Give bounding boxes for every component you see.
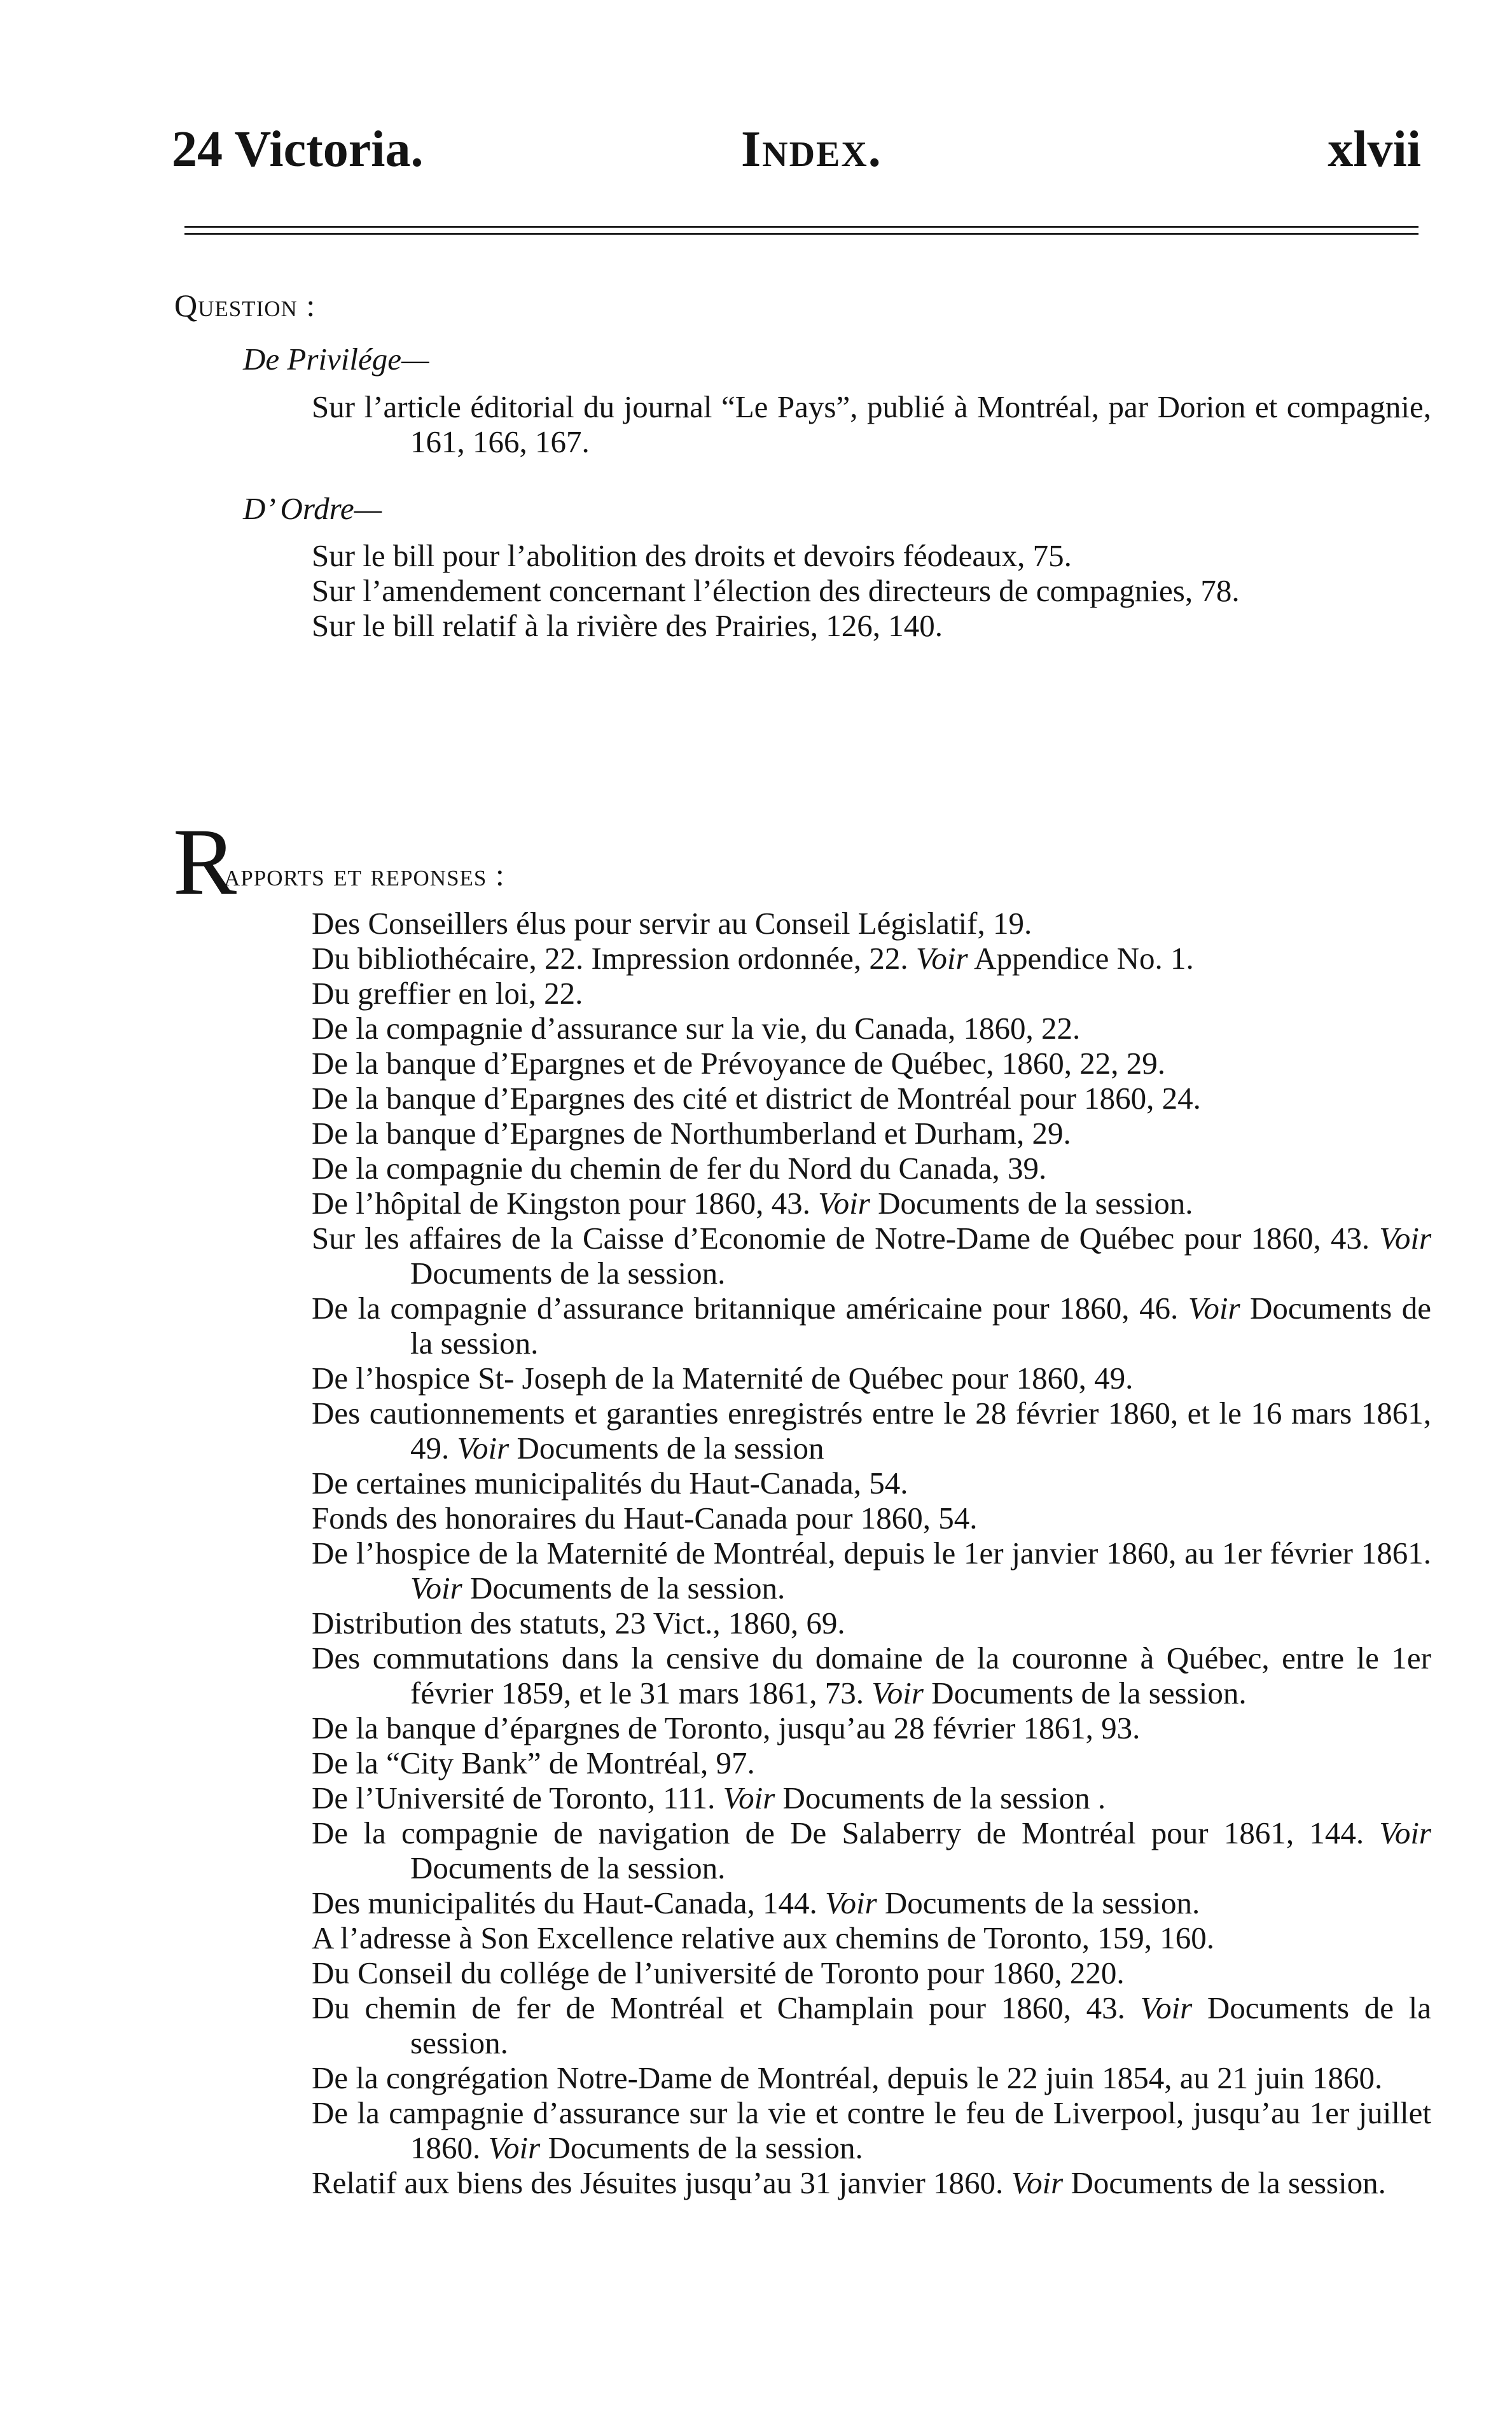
index-entry — [312, 1116, 1431, 1151]
entry-text: Sur les affaires de la Caisse d’Economie de Notre-Dame de Québec pour 1860, 43. — [312, 1221, 1370, 1256]
section-heading-rapports-text: apports et reponses : — [224, 857, 505, 892]
header-rule-bottom — [184, 233, 1418, 235]
entry-text: De la compagnie de navigation de De Salaberry de Montréal pour 1861, 144. — [312, 1815, 1364, 1850]
index-entry — [312, 1151, 1431, 1186]
index-entry — [312, 1955, 1431, 1990]
index-entry — [312, 941, 1431, 976]
entry-text: Des municipalités du Haut-Canada, 144. — [312, 1885, 817, 1920]
voir-reference: Voir — [1011, 2165, 1064, 2200]
entry-text: De l’Université de Toronto, 111. — [312, 1780, 716, 1815]
entry-text: De la “City Bank” de Montréal, 97. — [312, 1745, 755, 1780]
entry-text: Fonds des honoraires du Haut-Canada pour 1860, 54. — [312, 1501, 978, 1536]
header-rule-top — [184, 226, 1418, 228]
index-entry — [312, 1641, 1431, 1710]
drop-cap: R — [173, 809, 237, 915]
voir-reference: Voir — [488, 2130, 541, 2165]
index-entry — [312, 906, 1431, 941]
index-entry — [312, 1186, 1431, 1221]
index-entry — [312, 1081, 1431, 1116]
entry-text: De la compagnie d’assurance sur la vie, du Canada, 1860, 22. — [312, 1011, 1081, 1046]
index-entry — [312, 1815, 1431, 1885]
subheading-privilege: De Privilége— — [243, 342, 429, 377]
index-entry: Sur l’amendement concernant l’élection des directeurs de compagnies, 78. — [312, 573, 1240, 608]
index-entry — [312, 1291, 1431, 1361]
voir-reference: Voir — [1140, 1990, 1193, 2025]
index-entry — [312, 1606, 1431, 1641]
running-header-volume: 24 Victoria. — [172, 121, 424, 177]
entry-reference-text: Documents de la session. — [878, 1186, 1193, 1221]
entry-text: De la congrégation Notre-Dame de Montréal, depuis le 22 juin 1854, au 21 juin 1860. — [312, 2060, 1383, 2095]
index-entry — [312, 1920, 1431, 1955]
voir-reference: Voir — [1379, 1221, 1432, 1256]
entry-text: De l’hospice St- Joseph de la Maternité de Québec pour 1860, 49. — [312, 1361, 1134, 1396]
entry-reference-text: Appendice No. 1. — [974, 941, 1194, 976]
index-entry — [312, 1501, 1431, 1536]
voir-reference: Voir — [871, 1675, 924, 1710]
index-entry — [312, 1221, 1431, 1291]
entry-reference-text: Documents de la session. — [931, 1675, 1247, 1710]
voir-reference: Voir — [818, 1186, 870, 1221]
voir-reference: Voir — [915, 941, 968, 976]
entry-text: De la banque d’Epargnes de Northumberland et Durham, 29. — [312, 1116, 1071, 1151]
voir-reference: Voir — [457, 1431, 510, 1466]
entry-text: De la banque d’Epargnes et de Prévoyance de Québec, 1860, 22, 29. — [312, 1046, 1166, 1081]
subheading-ordre: D’ Ordre— — [243, 491, 382, 526]
entry-text: Distribution des statuts, 23 Vict., 1860, 69. — [312, 1606, 845, 1641]
index-entry: Sur l’article éditorial du journal “Le Pays”, publié à Montréal, par Dorion et compagnie, 161, 166, 167. — [312, 389, 1431, 459]
ordre-entry-list — [312, 538, 1431, 643]
entry-reference-text: Documents de la session. — [410, 1256, 726, 1291]
entry-reference-text: Documents de la session. — [884, 1885, 1200, 1920]
entry-reference-text: Documents de la session. — [548, 2130, 863, 2165]
index-entry: Sur le bill pour l’abolition des droits et devoirs féodeaux, 75. — [312, 538, 1072, 573]
entry-text: A l’adresse à Son Excellence relative aux chemins de Toronto, 159, 160. — [312, 1920, 1214, 1955]
index-entry — [312, 1710, 1431, 1745]
entry-reference-text: Documents de la session. — [410, 1850, 726, 1885]
entry-reference-text: Documents de la session. — [469, 1571, 786, 1606]
entry-text: Du bibliothécaire, 22. Impression ordonnée, 22. — [312, 941, 908, 976]
entry-text: Des Conseillers élus pour servir au Conseil Législatif, 19. — [312, 906, 1032, 941]
page-number: xlvii — [1328, 121, 1421, 177]
entry-text: De l’hospice de la Maternité de Montréal, depuis le 1er janvier 1860, au 1er février 1861. — [312, 1536, 1431, 1571]
entry-text: De l’hôpital de Kingston pour 1860, 43. — [312, 1186, 810, 1221]
entry-text: Des cautionnements et garanties enregistrés entre le 28 février 1860, et le 16 mars 1861, 49. — [312, 1396, 1431, 1466]
index-entry — [312, 1396, 1431, 1466]
index-entry — [312, 1011, 1431, 1046]
running-header-title: Index. — [741, 121, 882, 177]
index-entry — [312, 1046, 1431, 1081]
index-entry — [312, 1885, 1431, 1920]
entry-reference-text: Documents de la session — [517, 1431, 824, 1466]
index-entry — [312, 2165, 1431, 2200]
entry-reference-text: Documents de la session. — [1071, 2165, 1386, 2200]
section-heading-question: Question : — [174, 288, 316, 323]
voir-reference: Voir — [824, 1885, 877, 1920]
entry-text: De la compagnie du chemin de fer du Nord du Canada, 39. — [312, 1151, 1047, 1186]
index-entry: Sur le bill relatif à la rivière des Prairies, 126, 140. — [312, 608, 943, 643]
index-entry — [312, 1990, 1431, 2060]
voir-reference: Voir — [723, 1780, 775, 1815]
index-entry — [312, 1536, 1431, 1606]
entry-text: Du chemin de fer de Montréal et Champlain pour 1860, 43. — [312, 1990, 1125, 2025]
index-entry — [312, 1780, 1431, 1815]
entry-reference-text: Documents de la session. — [410, 1990, 1432, 2060]
entry-text: De la banque d’Epargnes des cité et district de Montréal pour 1860, 24. — [312, 1081, 1201, 1116]
entry-text: De la compagnie d’assurance britannique américaine pour 1860, 46. — [312, 1291, 1179, 1326]
index-entry — [312, 1361, 1431, 1396]
entry-text: Relatif aux biens des Jésuites jusqu’au 31 janvier 1860. — [312, 2165, 1004, 2200]
entry-text: De certaines municipalités du Haut-Canada, 54. — [312, 1466, 908, 1501]
rapports-entry-list — [312, 906, 1431, 2200]
entry-reference-text: Documents de la session. — [410, 1291, 1431, 1361]
entry-text: De la campagnie d’assurance sur la vie et contre le feu de Liverpool, jusqu’au 1er juillet 1860. — [312, 2095, 1431, 2165]
index-entry — [312, 2095, 1431, 2165]
entry-text: Du Conseil du collége de l’université de Toronto pour 1860, 220. — [312, 1955, 1125, 1990]
index-entry — [312, 1466, 1431, 1501]
entry-text: Des commutations dans la censive du domaine de la couronne à Québec, entre le 1er février 1859, et le 31 mars 1861, 73. — [312, 1641, 1431, 1710]
voir-reference: Voir — [1188, 1291, 1240, 1326]
index-entry — [312, 2060, 1431, 2095]
entry-reference-text: Documents de la session . — [782, 1780, 1106, 1815]
entry-text: Du greffier en loi, 22. — [312, 976, 583, 1011]
entry-text: De la banque d’épargnes de Toronto, jusqu’au 28 février 1861, 93. — [312, 1710, 1141, 1745]
index-entry — [312, 976, 1431, 1011]
voir-reference: Voir — [1379, 1815, 1431, 1850]
voir-reference: Voir — [410, 1571, 462, 1606]
privilege-entry-list — [312, 389, 1431, 459]
index-entry — [312, 1745, 1431, 1780]
